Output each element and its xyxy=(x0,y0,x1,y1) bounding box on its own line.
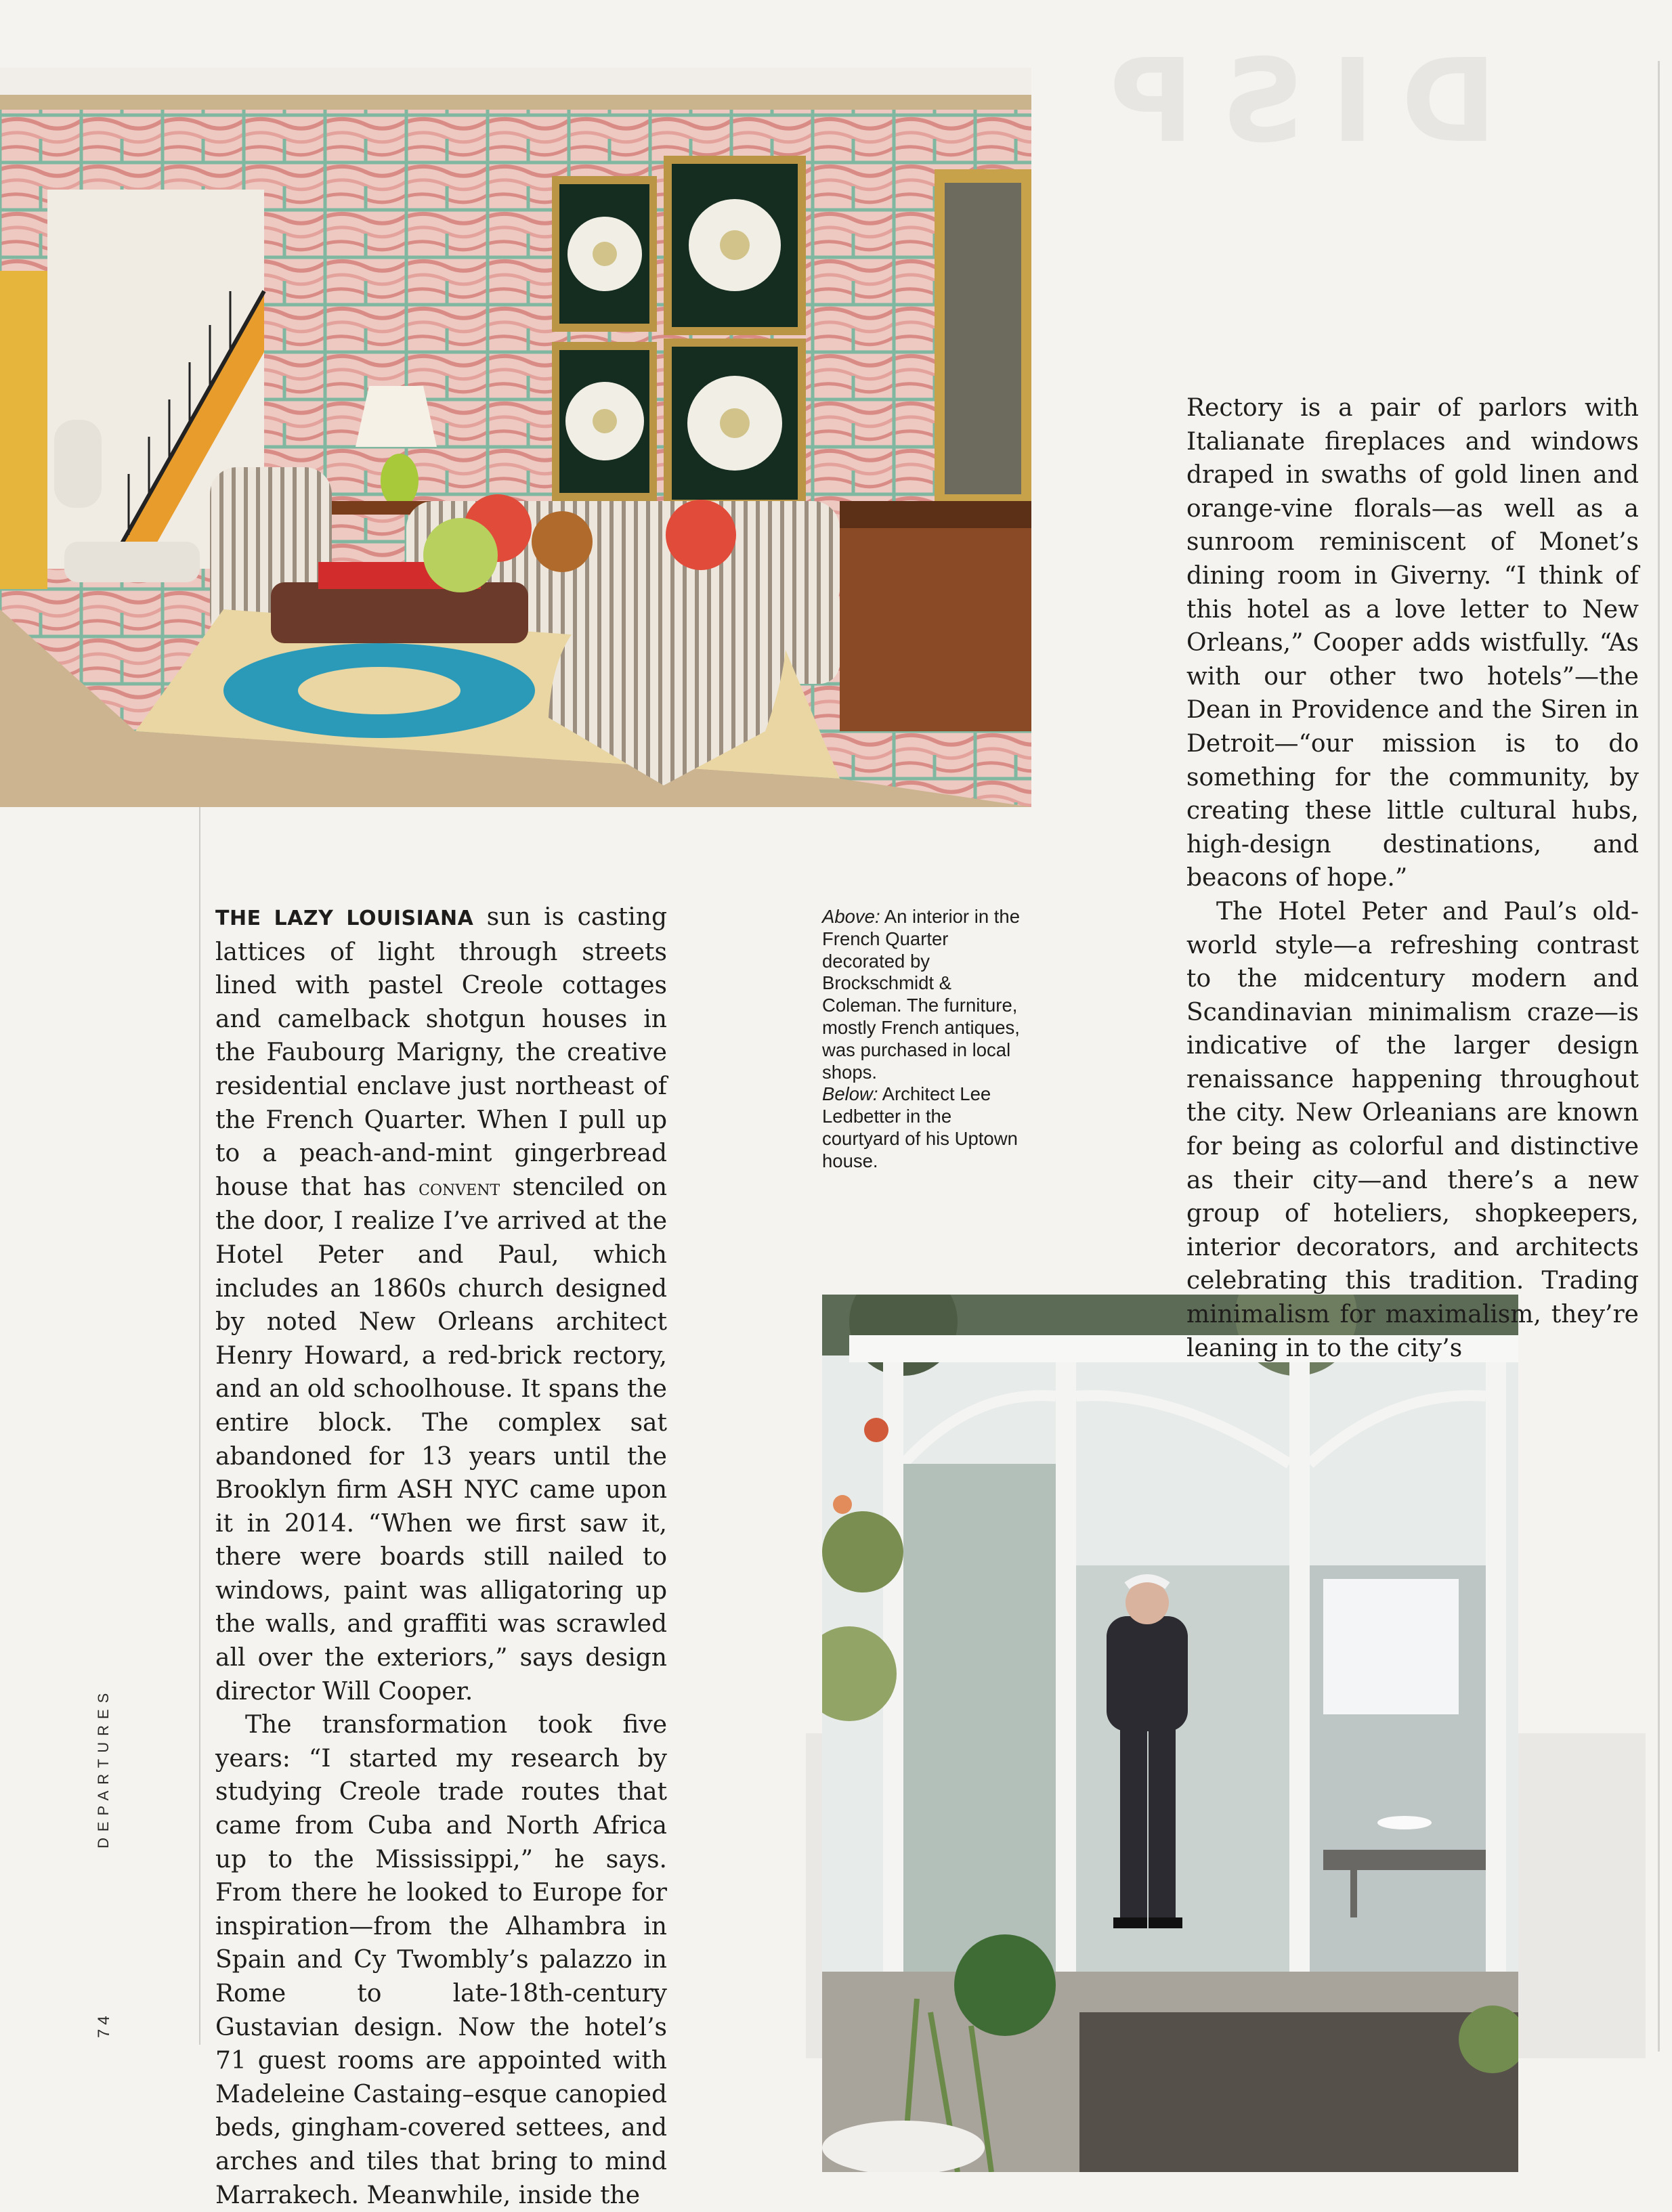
caption-below-text: Architect Lee Ledbetter in the courtyard of his Uptown house. xyxy=(822,1083,1018,1171)
section-folio xyxy=(81,1645,135,1848)
caption-above-label: Above: xyxy=(822,906,880,927)
paragraph-1-part-b: stenciled on the door, I realize I’ve arrived at the Hotel Peter and Paul, which includes an 1860s church designed by noted New Orleans architect Henry Howard, a red-brick rectory, and an old schoolhouse. It spans the entire block. The complex sat abandoned for 13 years until the Brooklyn firm ASH NYC came upon it in 2014. “When we first saw it, there were boards still nailed to windows, paint was alligatoring up the walls, and graffiti was scrawled all over the exteriors,” says design director Will Cooper. xyxy=(215,1173,668,1706)
photo-caption xyxy=(822,906,1025,1173)
living-room-illustration xyxy=(0,68,1031,807)
page-number-folio xyxy=(81,1991,135,2045)
convent-smallcaps: convent xyxy=(419,1174,500,1200)
section-name: DEPARTURES xyxy=(95,1687,112,1848)
article-paragraph-3: Rectory is a pair of parlors with Italianate fireplaces and windows draped in swaths of gold linen and orange-vine florals—as well as a sunroom reminiscent of Monet’s dining room in Giverny. “I think of this hotel as a love letter to New Orleans,” Cooper adds wistfully. “As with our other two hotels”—the Dean in Providence and the Siren in Detroit—“our mission is to do something for the community, by creating these little cultural hubs, high-design destinations, and beacons of hope.” xyxy=(1186,394,1639,892)
living-room-photo xyxy=(0,68,1031,807)
architect-illustration xyxy=(822,1295,1518,2172)
lead-in: THE LAZY LOUISIANA xyxy=(215,907,474,930)
article-paragraph-2: The transformation took five years: “I started my research by studying Creole trade routes that came from Cuba and North Africa up to the Mississippi,” he says. From there he looked to Europe for inspiration—from the Alhambra in Spain and Cy Twombly’s palazzo in Rome to late-18th-century Gustavian design. Now the hotel’s 71 guest rooms are appointed with Madeleine Castaing–esque canopied beds, gingham-covered settees, and arches and tiles that bring to mind Marrakech. Meanwhile, inside the xyxy=(215,1711,667,2209)
article-column-left xyxy=(215,901,667,2212)
article-column-right xyxy=(1186,391,1639,1365)
article-paragraph-1 xyxy=(215,901,667,1708)
architect-photo xyxy=(822,1295,1518,2172)
article-paragraph-4: The Hotel Peter and Paul’s old-world style—a refreshing contrast to the midcentury modern and Scandinavian minimalism craze—is indicative of the larger design renaissance happening throughout the city. New Orleanians are known for being as colorful and distinctive as their city—and there’s a new group of hoteliers, shopkeepers, interior decorators, and architects celebrating this tradition. Trading minimalism for maximalism, they’re leaning in to the city’s xyxy=(1186,897,1639,1362)
show-through-header: DISP xyxy=(1082,35,1497,169)
page-number: 74 xyxy=(95,2012,113,2038)
caption-below-label: Below: xyxy=(822,1083,878,1105)
page-edge-rule xyxy=(1658,61,1660,2052)
paragraph-1-part-a: sun is casting lattices of light through streets lined with pastel Creole cottages and camelback shotgun houses in the Faubourg Marigny, the creative residential enclave just northeast of the French Quarter. When I pull up to a peach-and-mint gingerbread house that has xyxy=(215,903,667,1201)
column-rule xyxy=(199,806,200,2045)
caption-above-text: An interior in the French Quarter decorated by Brockschmidt & Coleman. The furniture, mostly French antiques, was purchased in local shops. xyxy=(822,906,1020,1083)
